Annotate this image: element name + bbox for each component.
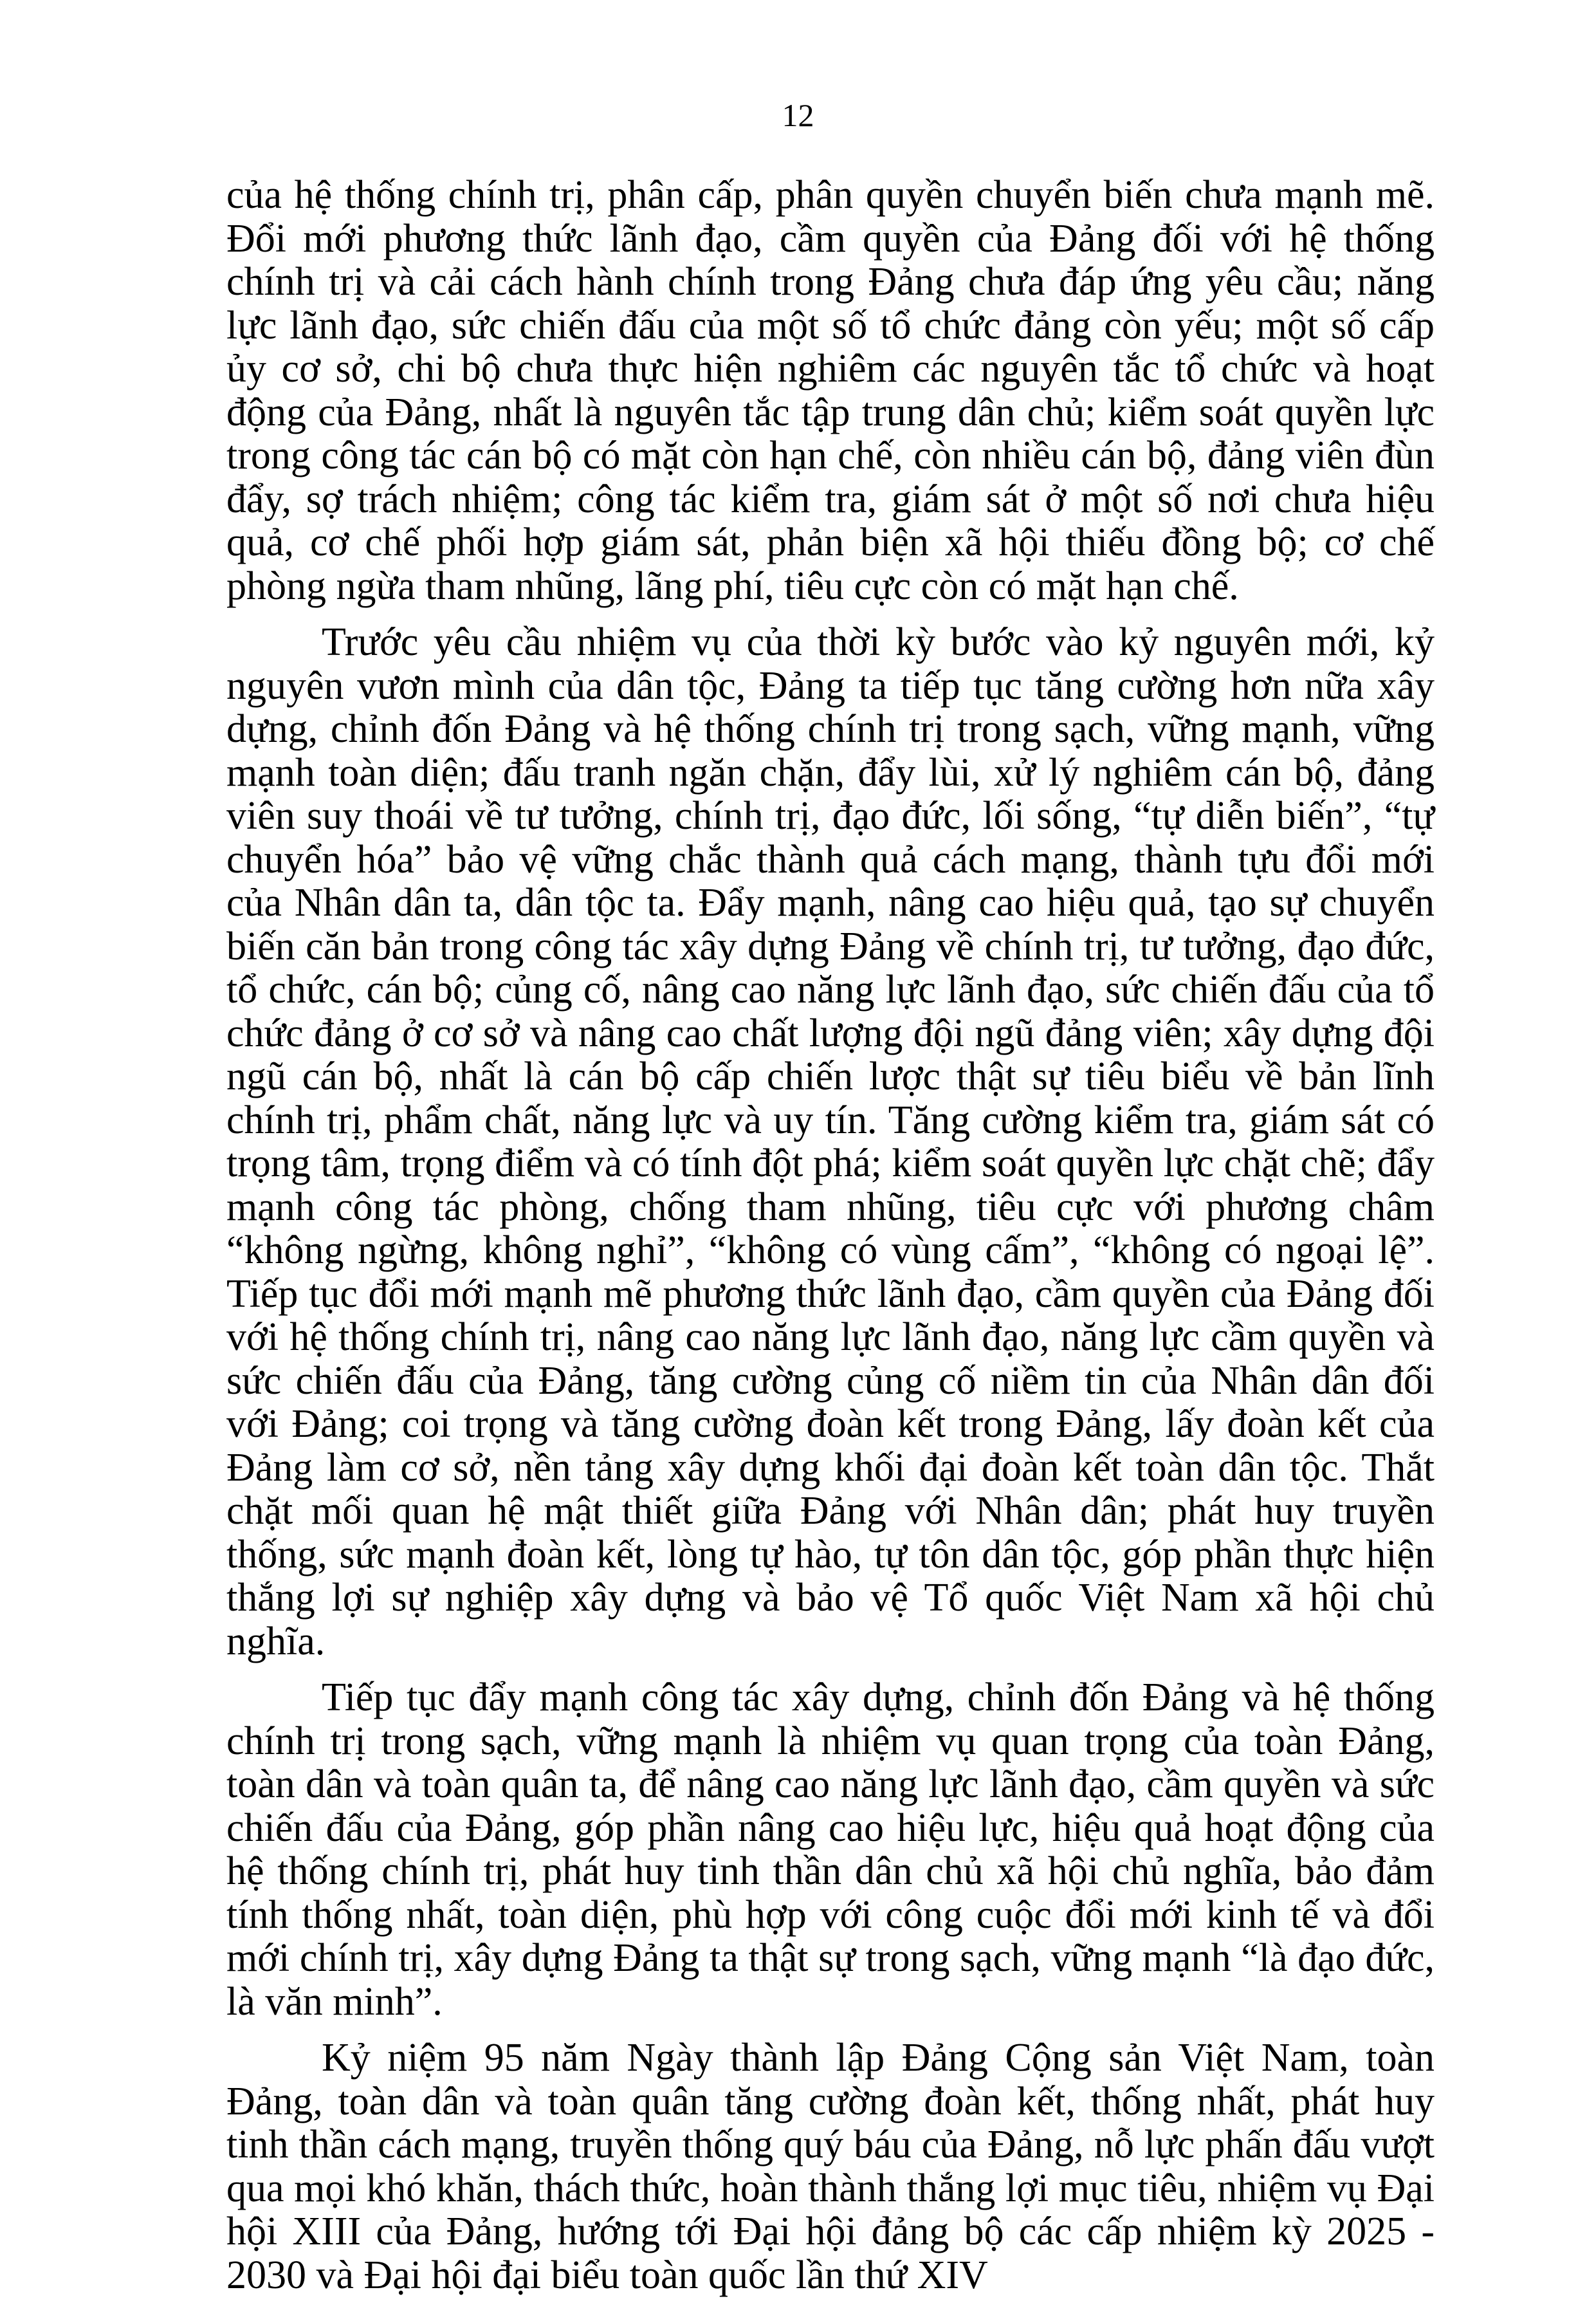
- page-number: 12: [782, 97, 814, 133]
- paragraph: Trước yêu cầu nhiệm vụ của thời kỳ bước vào kỷ nguyên mới, kỷ nguyên vươn mình của dân tộc, Đảng ta tiếp tục tăng cường hơn nữa xây dựng, chỉnh đốn Đảng và hệ thống chính trị trong sạch, vững mạnh, vững mạnh toàn diện; đấu tranh ngăn chặn, đẩy lùi, xử lý nghiêm cán bộ, đảng viên suy thoái về tư tưởng, chính trị, đạo đức, lối sống, “tự diễn biến”, “tự chuyển hóa” bảo vệ vững chắc thành quả cách mạng, thành tựu đổi mới của Nhân dân ta, dân tộc ta. Đẩy mạnh, nâng cao hiệu quả, tạo sự chuyển biến căn bản trong công tác xây dựng Đảng về chính trị, tư tưởng, đạo đức, tổ chức, cán bộ; củng cố, nâng cao năng lực lãnh đạo, sức chiến đấu của tổ chức đảng ở cơ sở và nâng cao chất lượng đội ngũ đảng viên; xây dựng đội ngũ cán bộ, nhất là cán bộ cấp chiến lược thật sự tiêu biểu về bản lĩnh chính trị, phẩm chất, năng lực và uy tín. Tăng cường kiểm tra, giám sát có trọng tâm, trọng điểm và có tính đột phá; kiểm soát quyền lực chặt chẽ; đẩy mạnh công tác phòng, chống tham nhũng, tiêu cực với phương châm “không ngừng, không nghỉ”, “không có vùng cấm”, “không có ngoại lệ”. Tiếp tục đổi mới mạnh mẽ phương thức lãnh đạo, cầm quyền của Đảng đối với hệ thống chính trị, nâng cao năng lực lãnh đạo, năng lực cầm quyền và sức chiến đấu của Đảng, tăng cường củng cố niềm tin của Nhân dân đối với Đảng; coi trọng và tăng cường đoàn kết trong Đảng, lấy đoàn kết của Đảng làm cơ sở, nền tảng xây dựng khối đại đoàn kết toàn dân tộc. Thắt chặt mối quan hệ mật thiết giữa Đảng với Nhân dân; phát huy truyền thống, sức mạnh đoàn kết, lòng tự hào, tự tôn dân tộc, góp phần thực hiện thắng lợi sự nghiệp xây dựng và bảo vệ Tổ quốc Việt Nam xã hội chủ nghĩa.: [226, 620, 1435, 1663]
- paragraph-continued: của hệ thống chính trị, phân cấp, phân quyền chuyển biến chưa mạnh mẽ. Đổi mới phương thức lãnh đạo, cầm quyền của Đảng đối với hệ thống chính trị và cải cách hành chính trong Đảng chưa đáp ứng yêu cầu; năng lực lãnh đạo, sức chiến đấu của một số tổ chức đảng còn yếu; một số cấp ủy cơ sở, chi bộ chưa thực hiện nghiêm các nguyên tắc tổ chức và hoạt động của Đảng, nhất là nguyên tắc tập trung dân chủ; kiểm soát quyền lực trong công tác cán bộ có mặt còn hạn chế, còn nhiều cán bộ, đảng viên đùn đẩy, sợ trách nhiệm; công tác kiểm tra, giám sát ở một số nơi chưa hiệu quả, cơ chế phối hợp giám sát, phản biện xã hội thiếu đồng bộ; cơ chế phòng ngừa tham nhũng, lãng phí, tiêu cực còn có mặt hạn chế.: [226, 173, 1435, 608]
- paragraph: Tiếp tục đẩy mạnh công tác xây dựng, chỉnh đốn Đảng và hệ thống chính trị trong sạch, vững mạnh là nhiệm vụ quan trọng của toàn Đảng, toàn dân và toàn quân ta, để nâng cao năng lực lãnh đạo, cầm quyền và sức chiến đấu của Đảng, góp phần nâng cao hiệu lực, hiệu quả hoạt động của hệ thống chính trị, phát huy tinh thần dân chủ xã hội chủ nghĩa, bảo đảm tính thống nhất, toàn diện, phù hợp với công cuộc đổi mới kinh tế và đổi mới chính trị, xây dựng Đảng ta thật sự trong sạch, vững mạnh “là đạo đức, là văn minh”.: [226, 1676, 1435, 2024]
- paragraph: Kỷ niệm 95 năm Ngày thành lập Đảng Cộng sản Việt Nam, toàn Đảng, toàn dân và toàn quân tăng cường đoàn kết, thống nhất, phát huy tinh thần cách mạng, truyền thống quý báu của Đảng, nỗ lực phấn đấu vượt qua mọi khó khăn, thách thức, hoàn thành thắng lợi mục tiêu, nhiệm vụ Đại hội XIII của Đảng, hướng tới Đại hội đảng bộ các cấp nhiệm kỳ 2025 - 2030 và Đại hội đại biểu toàn quốc lần thứ XIV: [226, 2036, 1435, 2297]
- document-body: [226, 174, 1435, 2310]
